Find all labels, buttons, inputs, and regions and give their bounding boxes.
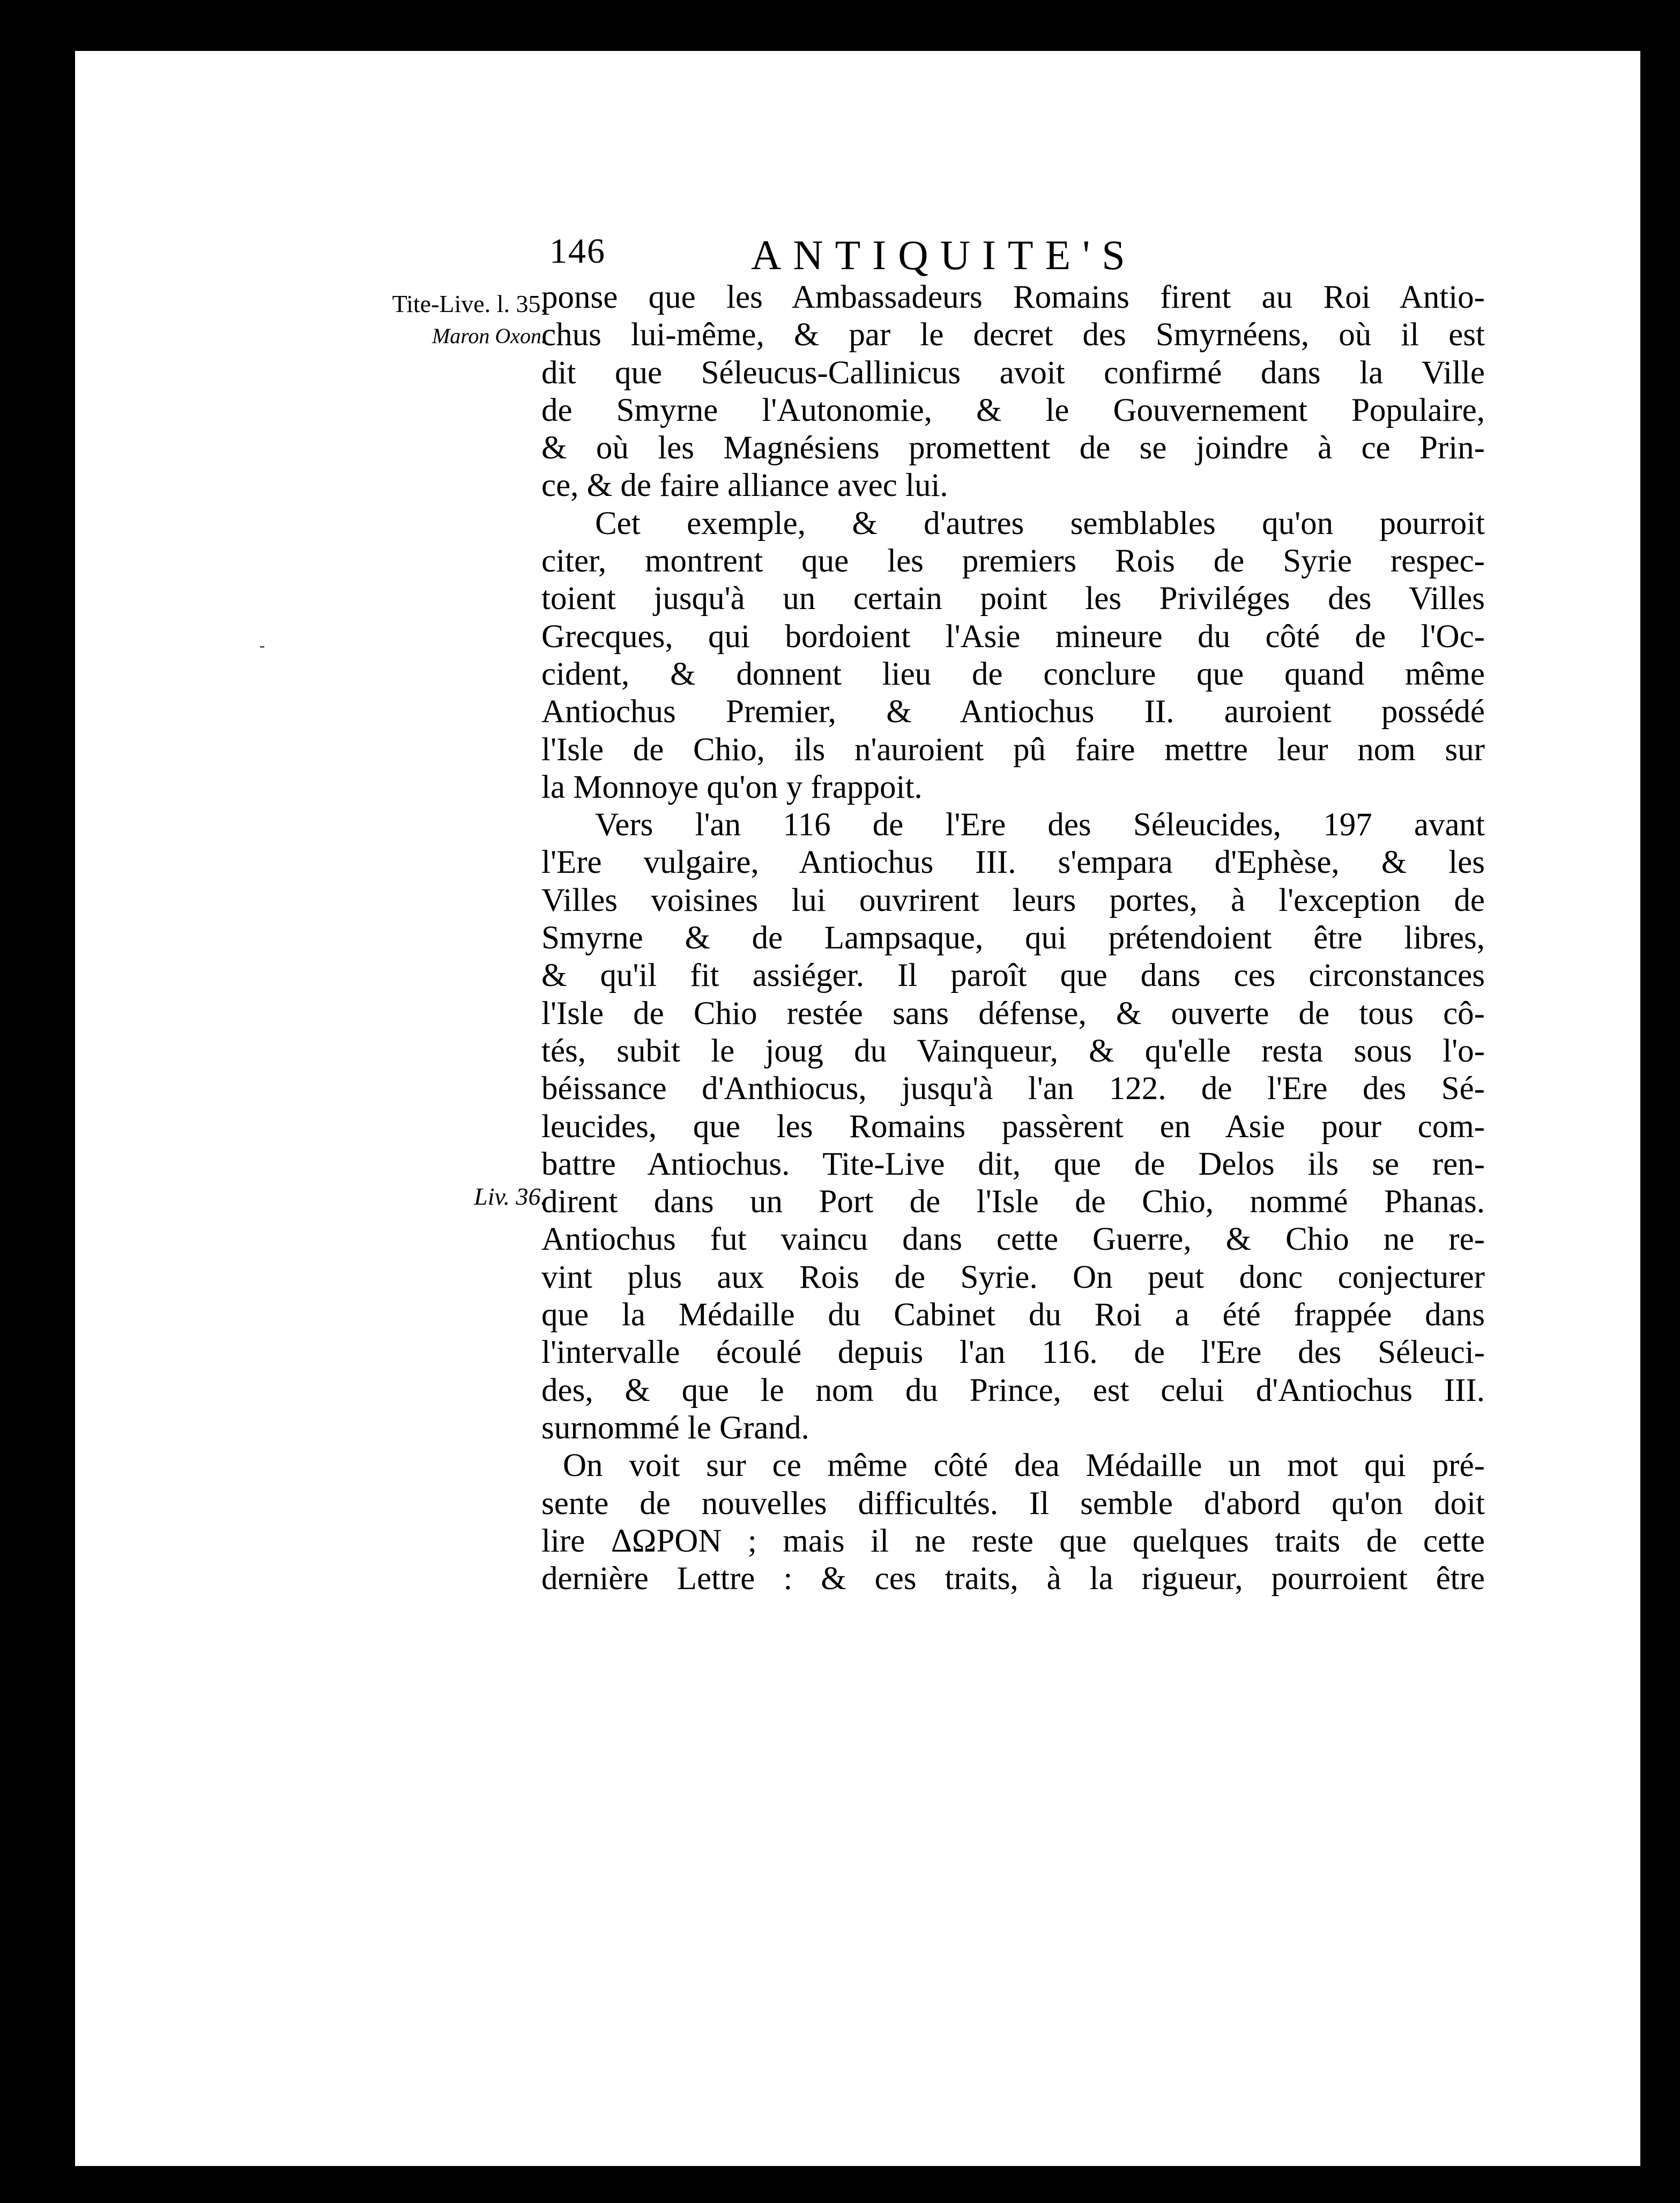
body-text <box>541 279 1485 1598</box>
text-line: l'Isle de Chio, ils n'auroient pû faire mettre leur nom sur <box>541 731 1485 768</box>
text-line: Villes voisines lui ouvrirent leurs portes, à l'exception de <box>541 882 1485 918</box>
page-header <box>75 231 1640 278</box>
text-line: l'Ere vulgaire, Antiochus III. s'empara d'Ephèse, & les <box>541 844 1485 881</box>
text-line: Antiochus fut vaincu dans cette Guerre, & Chio ne re- <box>541 1221 1485 1258</box>
text-line: des, & que le nom du Prince, est celui d'Antiochus III. <box>541 1372 1485 1408</box>
text-line: lire ΔΩΡΟΝ ; mais il ne reste que quelques traits de cette <box>541 1523 1485 1559</box>
page-number: 146 <box>549 232 606 271</box>
text-line: On voit sur ce même côté dea Médaille un mot qui pré- <box>563 1448 1485 1484</box>
ink-speck <box>260 646 264 648</box>
margin-note: Liv. 36. <box>474 1183 547 1210</box>
text-line: dit que Séleucus-Callinicus avoit confirmé dans la Ville <box>541 354 1485 391</box>
text-line: tés, subit le joug du Vainqueur, & qu'elle resta sous l'o- <box>541 1033 1485 1069</box>
text-line: Grecques, qui bordoient l'Asie mineure du côté de l'Oc- <box>541 618 1485 655</box>
text-line: l'Isle de Chio restée sans défense, & ouverte de tous cô- <box>541 995 1485 1032</box>
text-line: l'intervalle écoulé depuis l'an 116. de l'Ere des Séleuci- <box>541 1334 1485 1371</box>
text-line: ce, & de faire alliance avec lui. <box>541 468 948 504</box>
text-line: de Smyrne l'Autonomie, & le Gouvernement Populaire, <box>541 392 1485 428</box>
text-line: citer, montrent que les premiers Rois de Syrie respec- <box>541 543 1485 580</box>
running-title: ANTIQUITE'S <box>751 232 1137 278</box>
text-line: la Monnoye qu'on y frappoit. <box>541 769 923 805</box>
text-line: béissance d'Anthiocus, jusqu'à l'an 122. de l'Ere des Sé- <box>541 1071 1485 1107</box>
text-line: & où les Magnésiens promettent de se joindre à ce Prin- <box>541 430 1485 466</box>
text-line: surnommé le Grand. <box>541 1410 809 1446</box>
text-line: Cet exemple, & d'autres semblables qu'on pourroit <box>595 505 1485 542</box>
text-line: cident, & donnent lieu de conclure que quand même <box>541 656 1485 692</box>
text-line: ponse que les Ambassadeurs Romains firent au Roi Antio- <box>541 279 1485 315</box>
text-line: chus lui-même, & par le decret des Smyrnéens, où il est <box>541 317 1485 353</box>
text-line: toient jusqu'à un certain point les Priviléges des Villes <box>541 581 1485 617</box>
text-line: battre Antiochus. Tite-Live dit, que de Delos ils se ren- <box>541 1146 1485 1182</box>
text-line: Vers l'an 116 de l'Ere des Séleucides, 197 avant <box>595 807 1485 843</box>
book-page <box>75 51 1640 2166</box>
margin-note: Tite-Live. l. 35. <box>392 290 547 317</box>
text-line: sente de nouvelles difficultés. Il semble d'abord qu'on doit <box>541 1485 1485 1522</box>
margin-note: Maron Oxon. <box>432 324 547 348</box>
text-line: Antiochus Premier, & Antiochus II. auroient possédé <box>541 694 1485 730</box>
text-line: que la Médaille du Cabinet du Roi a été frappée dans <box>541 1297 1485 1333</box>
text-line: dirent dans un Port de l'Isle de Chio, nommé Phanas. <box>541 1184 1485 1220</box>
text-line: dernière Lettre : & ces traits, à la rigueur, pourroient être <box>541 1561 1485 1597</box>
text-line: Smyrne & de Lampsaque, qui prétendoient être libres, <box>541 920 1485 956</box>
text-line: vint plus aux Rois de Syrie. On peut donc conjecturer <box>541 1259 1485 1295</box>
text-line: & qu'il fit assiéger. Il paroît que dans ces circonstances <box>541 958 1485 994</box>
text-line: leucides, que les Romains passèrent en Asie pour com- <box>541 1108 1485 1145</box>
